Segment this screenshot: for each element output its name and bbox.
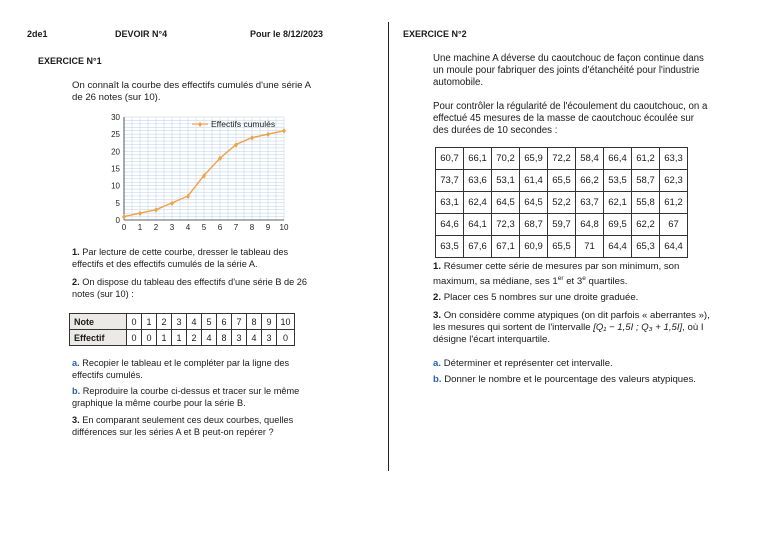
ex1-qa-letter: a. bbox=[72, 358, 80, 368]
note-cell: 9 bbox=[262, 314, 277, 330]
due-date-label: Pour le 8/12/2023 bbox=[250, 29, 324, 39]
ex2-qb-letter: b. bbox=[433, 374, 442, 385]
measure-cell: 64,6 bbox=[436, 214, 464, 236]
exercise-1-intro: On connaît la courbe des effectifs cumulés d'une série A de 26 notes (sur 10). bbox=[72, 80, 311, 103]
measure-cell: 53,5 bbox=[604, 170, 632, 192]
data-point: ♦ bbox=[233, 139, 239, 150]
ex1-question-a bbox=[72, 358, 317, 381]
measure-cell: 65,9 bbox=[520, 148, 548, 170]
data-point: ♦ bbox=[281, 125, 287, 136]
x-tick-label: 7 bbox=[233, 223, 239, 232]
measure-cell: 52,2 bbox=[548, 192, 576, 214]
data-point: ♦ bbox=[121, 211, 127, 222]
y-tick-label: 20 bbox=[111, 147, 120, 157]
ex1-question-b bbox=[72, 386, 317, 409]
ex2-q1-sup-2: e bbox=[582, 275, 586, 282]
ex2-question-2 bbox=[433, 292, 723, 304]
y-tick-label: 0 bbox=[115, 216, 120, 225]
x-tick-label: 9 bbox=[265, 223, 271, 232]
effectif-cell: 0 bbox=[142, 330, 157, 346]
measure-cell: 62,2 bbox=[632, 214, 660, 236]
measure-cell: 70,2 bbox=[492, 148, 520, 170]
ex2-q3-text-b: , où I désigne l'écart interquartile. bbox=[433, 322, 704, 346]
note-cell: 3 bbox=[172, 314, 187, 330]
measure-cell: 66,4 bbox=[604, 148, 632, 170]
measure-cell: 64,5 bbox=[520, 192, 548, 214]
effectif-cell: 4 bbox=[202, 330, 217, 346]
measure-cell: 60,7 bbox=[436, 148, 464, 170]
measure-cell: 61,4 bbox=[520, 170, 548, 192]
measure-cell: 64,5 bbox=[492, 192, 520, 214]
x-tick-label: 4 bbox=[185, 223, 191, 232]
measure-cell: 62,3 bbox=[660, 170, 688, 192]
measure-cell: 62,4 bbox=[464, 192, 492, 214]
measure-cell: 67,1 bbox=[492, 236, 520, 258]
ex1-question-3 bbox=[72, 415, 317, 438]
exercise-2-title: EXERCICE N°2 bbox=[403, 29, 467, 39]
measure-cell: 73,7 bbox=[436, 170, 464, 192]
chart-grid bbox=[121, 117, 284, 222]
measure-cell: 60,9 bbox=[520, 236, 548, 258]
measure-cell: 65,5 bbox=[548, 170, 576, 192]
measure-cell: 69,5 bbox=[604, 214, 632, 236]
data-point: ♦ bbox=[249, 132, 255, 143]
measure-cell: 55,8 bbox=[632, 192, 660, 214]
ex1-qb-text: Reproduire la courbe ci-dessus et tracer sur le même graphique la même courbe pour la série B. bbox=[72, 386, 300, 408]
measure-cell: 63,5 bbox=[436, 236, 464, 258]
effectif-cell: 1 bbox=[172, 330, 187, 346]
measure-cell: 58,7 bbox=[632, 170, 660, 192]
class-label: 2de1 bbox=[27, 29, 48, 39]
note-cell: 1 bbox=[142, 314, 157, 330]
ex2-q1-text-c: quartiles. bbox=[585, 276, 628, 288]
effectif-cell: 4 bbox=[247, 330, 262, 346]
ex2-q2-number: 2. bbox=[433, 292, 442, 303]
ex2-q2-text: Placer ces 5 nombres sur une droite graduée. bbox=[443, 292, 639, 303]
measure-cell: 63,1 bbox=[436, 192, 464, 214]
measure-cell: 67,6 bbox=[464, 236, 492, 258]
row-label-effectif: Effectif bbox=[70, 330, 127, 346]
table-row-notes bbox=[70, 314, 295, 330]
ex2-q3-number: 3. bbox=[433, 310, 442, 321]
ex2-question-1 bbox=[433, 261, 723, 288]
note-cell: 0 bbox=[127, 314, 142, 330]
ex2-q3-text-a: On considère comme atypiques (on dit parfois « aberrantes »), les mesures qui sortent de l'intervalle bbox=[433, 310, 710, 334]
ex2-question-a bbox=[433, 358, 723, 370]
data-point: ♦ bbox=[201, 170, 207, 181]
exercise-2-intro-1: Une machine A déverse du caoutchouc de façon continue dans un moule pour fabriquer des joints d'étanchéité pour l'industrie automobile. bbox=[433, 53, 704, 88]
ex1-q3-number: 3. bbox=[72, 415, 80, 425]
table-row-effectifs bbox=[70, 330, 295, 346]
measures-table bbox=[435, 147, 688, 258]
data-point: ♦ bbox=[217, 153, 223, 164]
ex2-q1-sup-1: er bbox=[557, 275, 564, 282]
measure-cell: 72,2 bbox=[548, 148, 576, 170]
note-cell: 7 bbox=[232, 314, 247, 330]
ex2-qa-letter: a. bbox=[433, 358, 442, 369]
x-tick-label: 0 bbox=[121, 223, 127, 232]
data-point: ♦ bbox=[265, 129, 271, 140]
effectif-cell: 8 bbox=[217, 330, 232, 346]
x-tick-label: 6 bbox=[217, 223, 223, 232]
effectif-cell: 0 bbox=[127, 330, 142, 346]
ex2-question-3 bbox=[433, 310, 711, 347]
ex1-q3-text: En comparant seulement ces deux courbes, quelles différences sur les séries A et B peut-on repérer ? bbox=[72, 415, 294, 437]
measure-cell: 62,1 bbox=[604, 192, 632, 214]
measure-cell: 68,7 bbox=[520, 214, 548, 236]
measure-cell: 63,3 bbox=[660, 148, 688, 170]
table-row bbox=[436, 148, 688, 170]
ex2-question-b bbox=[433, 374, 723, 386]
measure-cell: 72,3 bbox=[492, 214, 520, 236]
effectif-cell: 3 bbox=[232, 330, 247, 346]
table-row bbox=[436, 214, 688, 236]
measure-cell: 58,4 bbox=[576, 148, 604, 170]
x-tick-label: 5 bbox=[201, 223, 207, 232]
measure-cell: 65,3 bbox=[632, 236, 660, 258]
y-tick-label: 5 bbox=[115, 198, 120, 208]
ex1-q1-text: Par lecture de cette courbe, dresser le tableau des effectifs et des effectifs cumulés de la série A. bbox=[72, 247, 289, 269]
x-tick-label: 2 bbox=[153, 223, 159, 232]
y-tick-label: 15 bbox=[111, 164, 120, 174]
measure-cell: 61,2 bbox=[660, 192, 688, 214]
measure-cell: 61,2 bbox=[632, 148, 660, 170]
measure-cell: 66,2 bbox=[576, 170, 604, 192]
x-tick-label: 8 bbox=[249, 223, 255, 232]
note-cell: 8 bbox=[247, 314, 262, 330]
measure-cell: 64,8 bbox=[576, 214, 604, 236]
measure-cell: 63,7 bbox=[576, 192, 604, 214]
ex2-qb-text: Donner le nombre et le pourcentage des valeurs atypiques. bbox=[444, 374, 696, 385]
data-point: ♦ bbox=[169, 197, 175, 208]
ex2-q1-text-a: Résumer cette série de mesures par son minimum, son maximum, sa médiane, ses 1 bbox=[433, 261, 680, 288]
ex1-qb-letter: b. bbox=[72, 386, 81, 396]
note-cell: 4 bbox=[187, 314, 202, 330]
ex2-qa-text: Déterminer et représenter cet intervalle. bbox=[443, 358, 613, 369]
data-point: ♦ bbox=[153, 204, 159, 215]
measure-cell: 64,1 bbox=[464, 214, 492, 236]
note-cell: 10 bbox=[277, 314, 295, 330]
table-row bbox=[436, 192, 688, 214]
ex1-q2-text: On dispose du tableau des effectifs d'une série B de 26 notes (sur 10) : bbox=[72, 277, 308, 299]
ex1-question-2 bbox=[72, 277, 317, 300]
y-tick-label: 30 bbox=[111, 113, 120, 122]
series-b-table bbox=[69, 313, 295, 346]
ex1-q2-number: 2. bbox=[72, 277, 80, 287]
measure-cell: 67 bbox=[660, 214, 688, 236]
measure-cell: 63,6 bbox=[464, 170, 492, 192]
exercise-1-title: EXERCICE N°1 bbox=[38, 56, 102, 66]
x-tick-label: 10 bbox=[279, 223, 289, 232]
note-cell: 5 bbox=[202, 314, 217, 330]
cumulative-frequency-chart bbox=[100, 108, 300, 238]
legend-marker: ♦ bbox=[197, 119, 203, 129]
ex2-q1-text-b: et 3 bbox=[563, 276, 583, 288]
effectif-cell: 3 bbox=[262, 330, 277, 346]
measure-cell: 64,4 bbox=[604, 236, 632, 258]
measure-cell: 65,5 bbox=[548, 236, 576, 258]
ex2-q3-interval: [Q₁ − 1,5I ; Q₃ + 1,5I] bbox=[593, 322, 683, 334]
note-cell: 6 bbox=[217, 314, 232, 330]
table-row bbox=[436, 170, 688, 192]
legend-label: Effectifs cumulés bbox=[211, 119, 276, 129]
x-tick-label: 1 bbox=[137, 223, 143, 232]
measure-cell: 53,1 bbox=[492, 170, 520, 192]
row-label-note: Note bbox=[70, 314, 127, 330]
note-cell: 2 bbox=[157, 314, 172, 330]
effectif-cell: 0 bbox=[277, 330, 295, 346]
ex1-q1-number: 1. bbox=[72, 247, 80, 257]
measure-cell: 59,7 bbox=[548, 214, 576, 236]
measure-cell: 71 bbox=[576, 236, 604, 258]
effectif-cell: 2 bbox=[187, 330, 202, 346]
ex2-q1-number: 1. bbox=[433, 261, 442, 272]
effectif-cell: 1 bbox=[157, 330, 172, 346]
measure-cell: 66,1 bbox=[464, 148, 492, 170]
table-row bbox=[436, 236, 688, 258]
y-tick-label: 10 bbox=[111, 181, 120, 191]
exercise-2-intro-2: Pour contrôler la régularité de l'écoulement du caoutchouc, on a effectué 45 mesures de la masse de caoutchouc écoulée sur des durées de 10 secondes : bbox=[433, 101, 708, 136]
data-point: ♦ bbox=[185, 190, 191, 201]
column-divider bbox=[388, 22, 389, 471]
ex1-question-1 bbox=[72, 247, 317, 270]
y-tick-label: 25 bbox=[111, 130, 120, 140]
ex1-qa-text: Recopier le tableau et le compléter par la ligne des effectifs cumulés. bbox=[72, 358, 290, 380]
data-point: ♦ bbox=[137, 208, 143, 219]
measure-cell: 64,4 bbox=[660, 236, 688, 258]
x-tick-label: 3 bbox=[169, 223, 175, 232]
devoir-label: DEVOIR N°4 bbox=[115, 29, 168, 39]
